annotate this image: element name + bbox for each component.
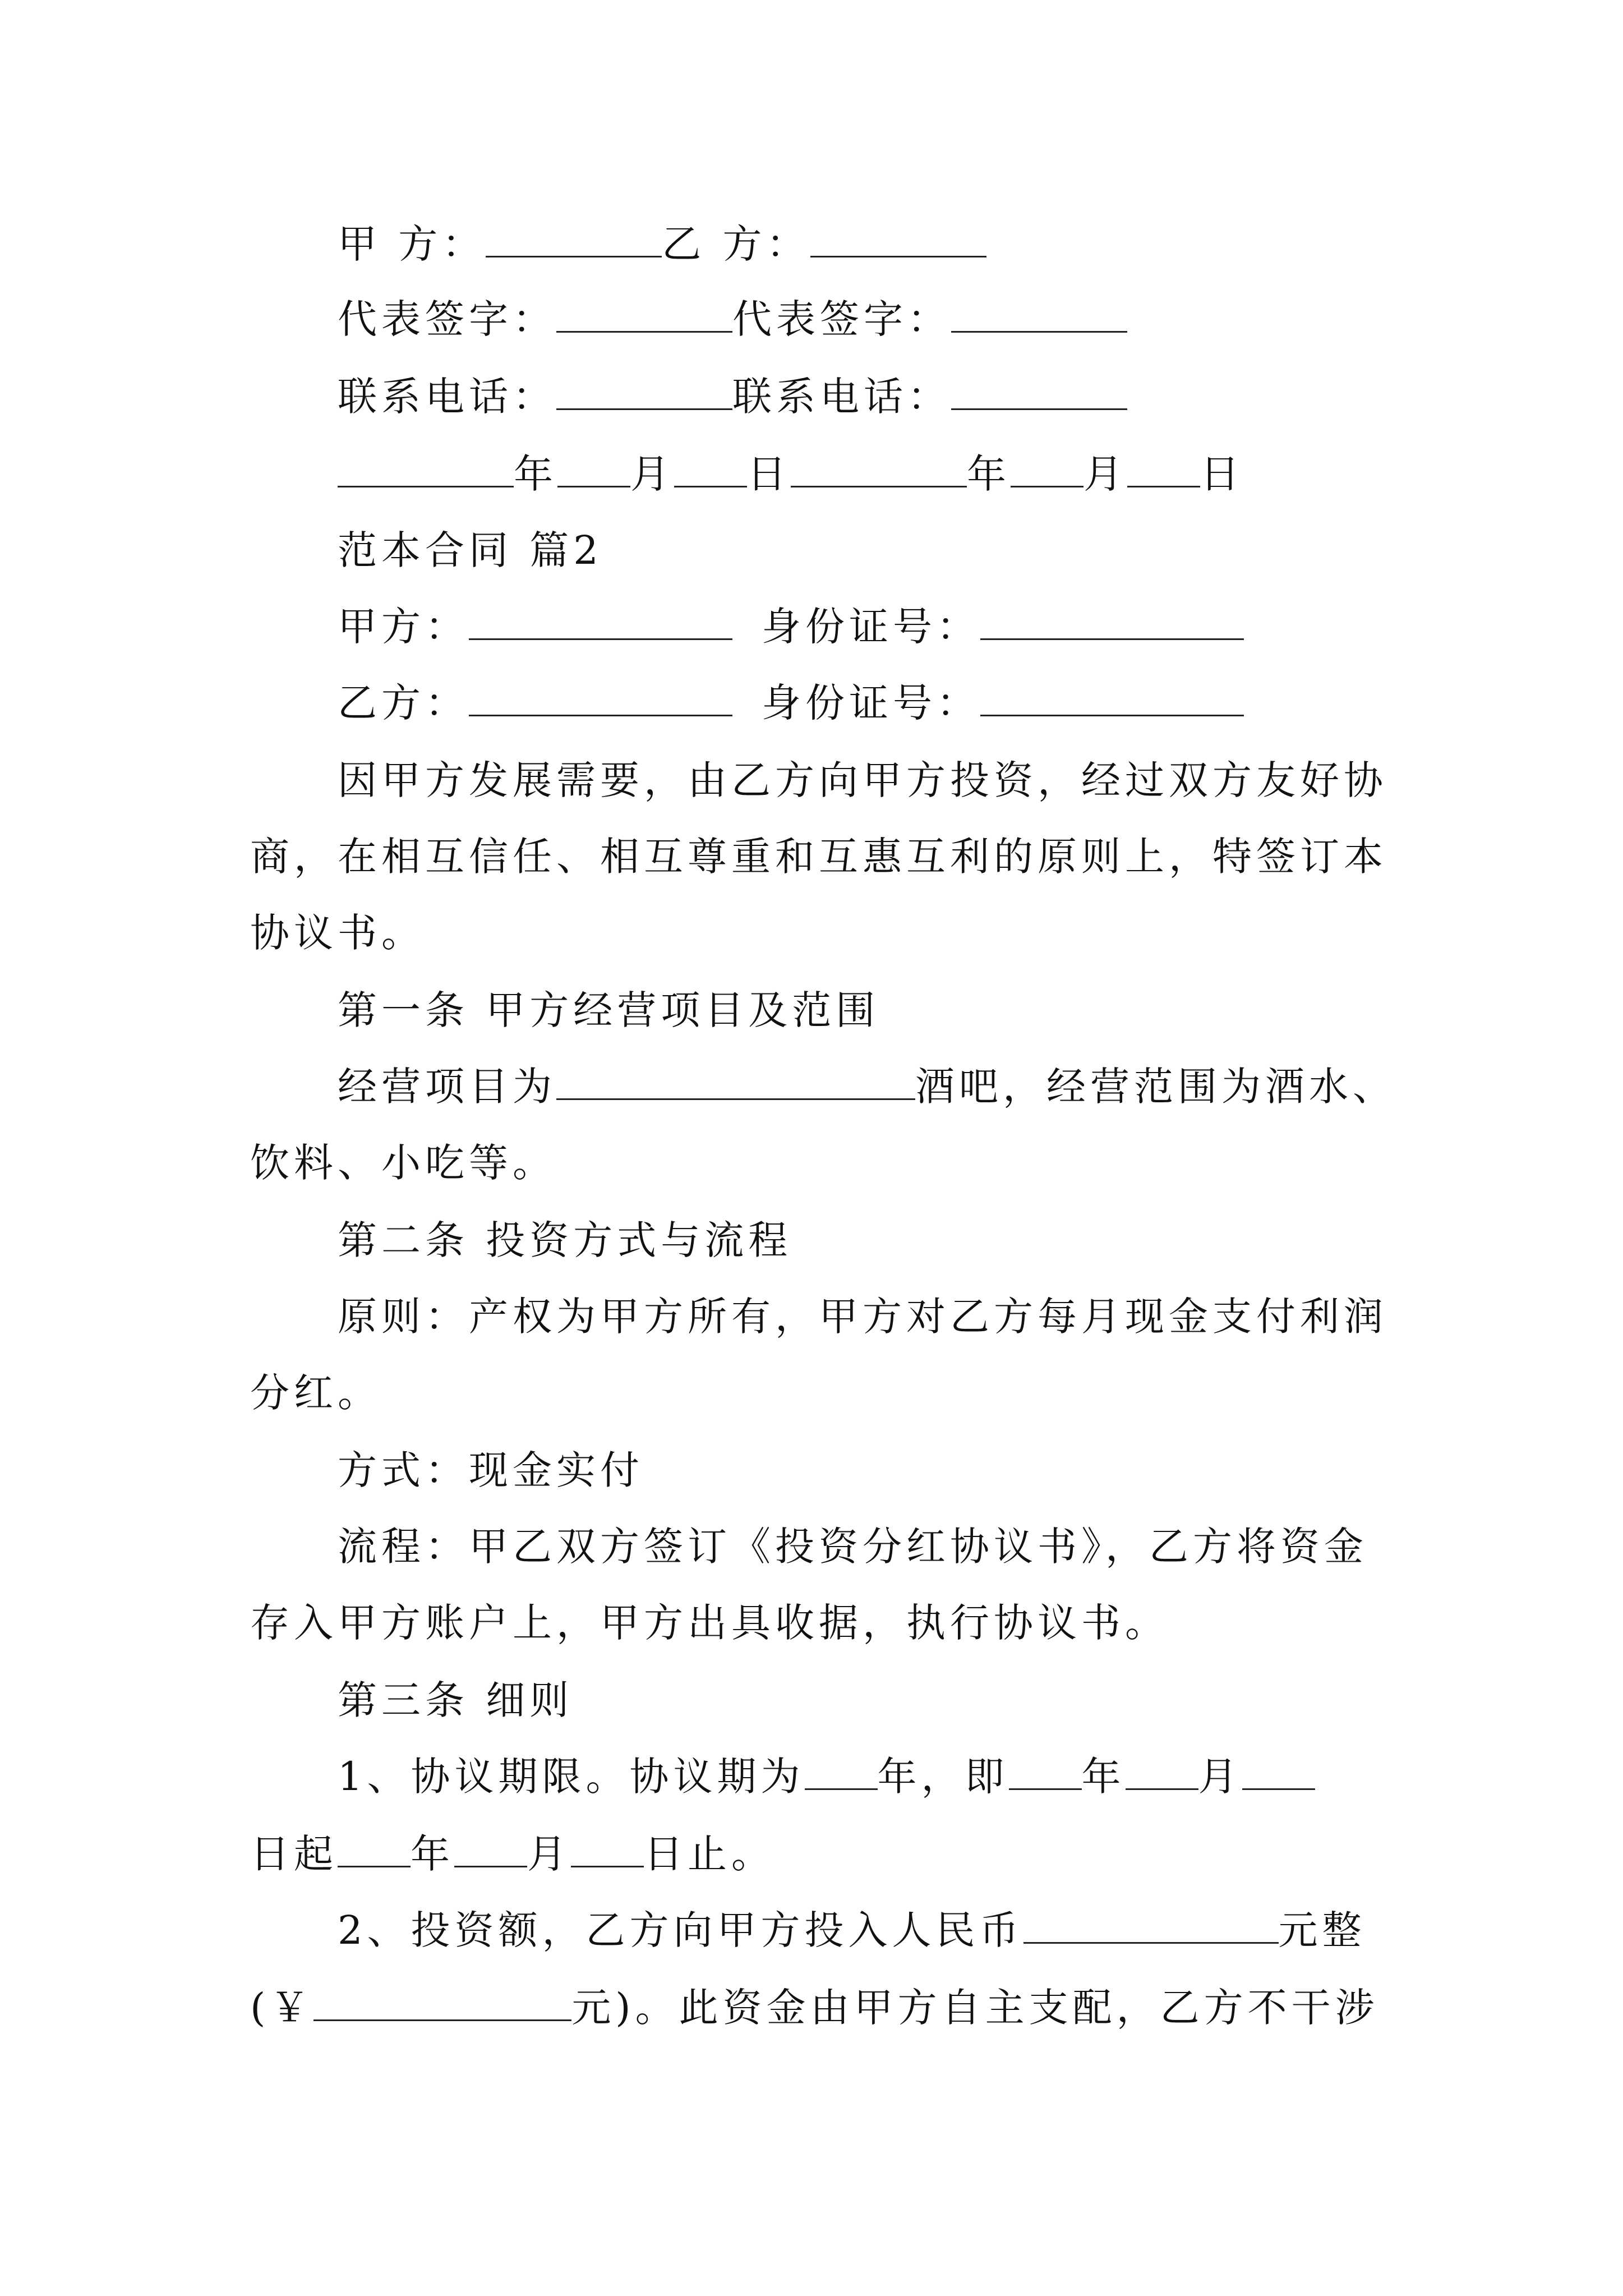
end-day-blank[interactable] <box>571 1834 644 1867</box>
term-line-2 <box>250 1831 775 1877</box>
phone-b-label: 联系电话： <box>732 374 951 420</box>
year-label: 年 <box>967 451 1011 497</box>
business-scope-text: 酒吧，经营范围为酒水、 <box>915 1064 1396 1110</box>
amount-label: 2、投资额，乙方向甲方投入人民币 <box>338 1907 1023 1953</box>
id-b-label: 身份证号： <box>762 680 980 726</box>
id-a-label: 身份证号： <box>762 604 980 650</box>
section-title: 范本合同 篇2 <box>338 527 603 573</box>
id-a-blank[interactable] <box>980 607 1244 640</box>
party-a-label: 甲方： <box>338 604 469 650</box>
article-1-line-1 <box>338 1064 1396 1110</box>
date-b-month-blank[interactable] <box>1011 454 1083 487</box>
amount-open-text: (￥ <box>250 1985 314 2031</box>
amount-unit-text: 元整 <box>1278 1907 1366 1953</box>
business-project-label: 经营项目为 <box>338 1064 556 1110</box>
article-1-title: 第一条 甲方经营项目及范围 <box>338 987 880 1033</box>
party-a-blank[interactable] <box>486 224 662 257</box>
phone-line <box>338 374 1127 420</box>
term-year-text: 年，即 <box>877 1754 1009 1800</box>
from-day-text: 日起 <box>250 1831 338 1877</box>
date-line <box>338 451 1244 497</box>
amount-words-blank[interactable] <box>1023 1911 1279 1944</box>
date-a-month-blank[interactable] <box>557 454 630 487</box>
rep-a-blank[interactable] <box>556 300 732 333</box>
rep-b-blank[interactable] <box>951 300 1127 333</box>
amount-line-2 <box>250 1985 1379 2031</box>
process-line-1: 流程：甲乙双方签订《投资分红协议书》，乙方将资金 <box>338 1524 1368 1570</box>
intro-line-1: 因甲方发展需要，由乙方向甲方投资，经过双方友好协 <box>338 757 1387 803</box>
amount-figure-blank[interactable] <box>313 1988 571 2021</box>
year-label: 年 <box>514 451 557 497</box>
principle-line-2: 分红。 <box>250 1370 381 1416</box>
phone-a-label: 联系电话： <box>338 374 556 420</box>
party-a-label: 甲 方： <box>338 221 486 267</box>
day-label: 日 <box>1200 451 1244 497</box>
year-label: 年 <box>1081 1754 1126 1800</box>
end-year-blank[interactable] <box>338 1834 411 1867</box>
end-month-blank[interactable] <box>454 1834 527 1867</box>
to-day-text: 日止。 <box>644 1831 775 1877</box>
month-label: 月 <box>1198 1754 1242 1800</box>
date-a-year-blank[interactable] <box>338 454 514 487</box>
month-label: 月 <box>1083 451 1127 497</box>
phone-a-blank[interactable] <box>556 377 732 410</box>
party-line <box>338 221 986 267</box>
party-b-name-blank[interactable] <box>469 683 732 716</box>
party-b-label: 乙方： <box>338 680 469 726</box>
rep-b-label: 代表签字： <box>732 296 951 342</box>
date-b-day-blank[interactable] <box>1127 454 1200 487</box>
term-label: 1、协议期限。协议期为 <box>338 1754 805 1800</box>
term-line-1 <box>338 1754 1315 1800</box>
amount-close-text: 元)。此资金由甲方自主支配，乙方不干涉 <box>571 1985 1379 2031</box>
year-label: 年 <box>411 1831 454 1877</box>
principle-line-1: 原则：产权为甲方所有，甲方对乙方每月现金支付利润 <box>338 1294 1387 1340</box>
party-b-id-line <box>338 680 1244 726</box>
month-label: 月 <box>527 1831 571 1877</box>
party-b-label: 乙 方： <box>662 221 810 267</box>
representative-line <box>338 296 1127 342</box>
article-1-line-2: 饮料、小吃等。 <box>250 1140 556 1186</box>
article-2-title: 第二条 投资方式与流程 <box>338 1217 792 1263</box>
party-a-id-line <box>338 604 1244 650</box>
process-line-2: 存入甲方账户上，甲方出具收据，执行协议书。 <box>250 1600 1169 1646</box>
rep-a-label: 代表签字： <box>338 296 556 342</box>
start-day-blank[interactable] <box>1242 1757 1315 1790</box>
party-a-name-blank[interactable] <box>469 607 732 640</box>
month-label: 月 <box>630 451 674 497</box>
method-line: 方式：现金实付 <box>338 1447 644 1493</box>
intro-line-2: 商，在相互信任、相互尊重和互惠互利的原则上，特签订本 <box>250 834 1387 880</box>
start-year-blank[interactable] <box>1009 1757 1082 1790</box>
term-years-blank[interactable] <box>805 1757 878 1790</box>
day-label: 日 <box>747 451 791 497</box>
phone-b-blank[interactable] <box>951 377 1127 410</box>
id-b-blank[interactable] <box>980 683 1244 716</box>
intro-line-3: 协议书。 <box>250 910 425 956</box>
date-a-day-blank[interactable] <box>674 454 747 487</box>
party-b-blank[interactable] <box>810 224 986 257</box>
business-project-blank[interactable] <box>556 1067 915 1100</box>
amount-line-1 <box>338 1907 1366 1953</box>
article-3-title: 第三条 细则 <box>338 1677 574 1723</box>
start-month-blank[interactable] <box>1126 1757 1198 1790</box>
date-b-year-blank[interactable] <box>791 454 967 487</box>
